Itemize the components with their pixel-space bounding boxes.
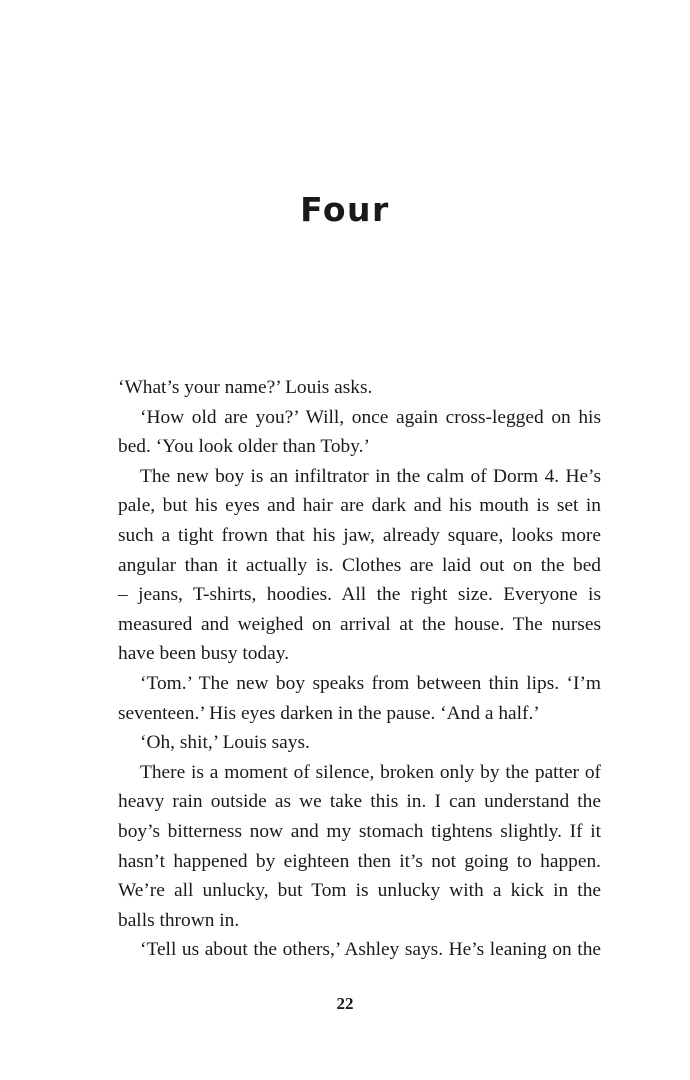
text-line: ‘What’s your name?’ Louis asks. xyxy=(118,377,373,398)
page-number: 22 xyxy=(336,994,354,1013)
text-line: ‘Tell us about the others,’ Ashley says. He’s leaning on the xyxy=(140,939,601,961)
text-line: ‘Oh, shit,’ Louis says. xyxy=(140,732,310,754)
text-line: hasn’t happened by eighteen then it’s not going to happen. xyxy=(118,850,601,872)
text-line: bed. ‘You look older than Toby.’ xyxy=(118,436,370,458)
chapter-title: Four xyxy=(300,190,390,229)
text-line: have been busy today. xyxy=(118,643,290,665)
text-line: boy’s bitterness now and my stomach tightens slightly. If it xyxy=(118,820,601,842)
text-line: angular than it actually is. Clothes are laid out on the bed xyxy=(118,554,601,576)
text-line: ‘Tom.’ The new boy speaks from between thin lips. ‘I’m xyxy=(140,672,601,694)
text-line: seventeen.’ His eyes darken in the pause. ‘And a half.’ xyxy=(118,702,540,724)
body-text xyxy=(118,373,601,965)
text-line: pale, but his eyes and hair are dark and his mouth is set in xyxy=(118,495,601,517)
text-line: ‘How old are you?’ Will, once again cross-legged on his xyxy=(140,406,601,428)
text-line: – jeans, T-shirts, hoodies. All the right size. Everyone is xyxy=(118,584,601,606)
text-line: We’re all unlucky, but Tom is unlucky with a kick in the xyxy=(118,880,601,902)
text-line: heavy rain outside as we take this in. I can understand the xyxy=(118,791,601,813)
text-line: The new boy is an infiltrator in the calm of Dorm 4. He’s xyxy=(140,465,601,487)
text-line: There is a moment of silence, broken only by the patter of xyxy=(140,761,601,783)
text-line: such a tight frown that his jaw, already square, looks more xyxy=(118,524,601,546)
text-line: balls thrown in. xyxy=(118,909,240,931)
text-line: measured and weighed on arrival at the house. The nurses xyxy=(118,613,601,635)
